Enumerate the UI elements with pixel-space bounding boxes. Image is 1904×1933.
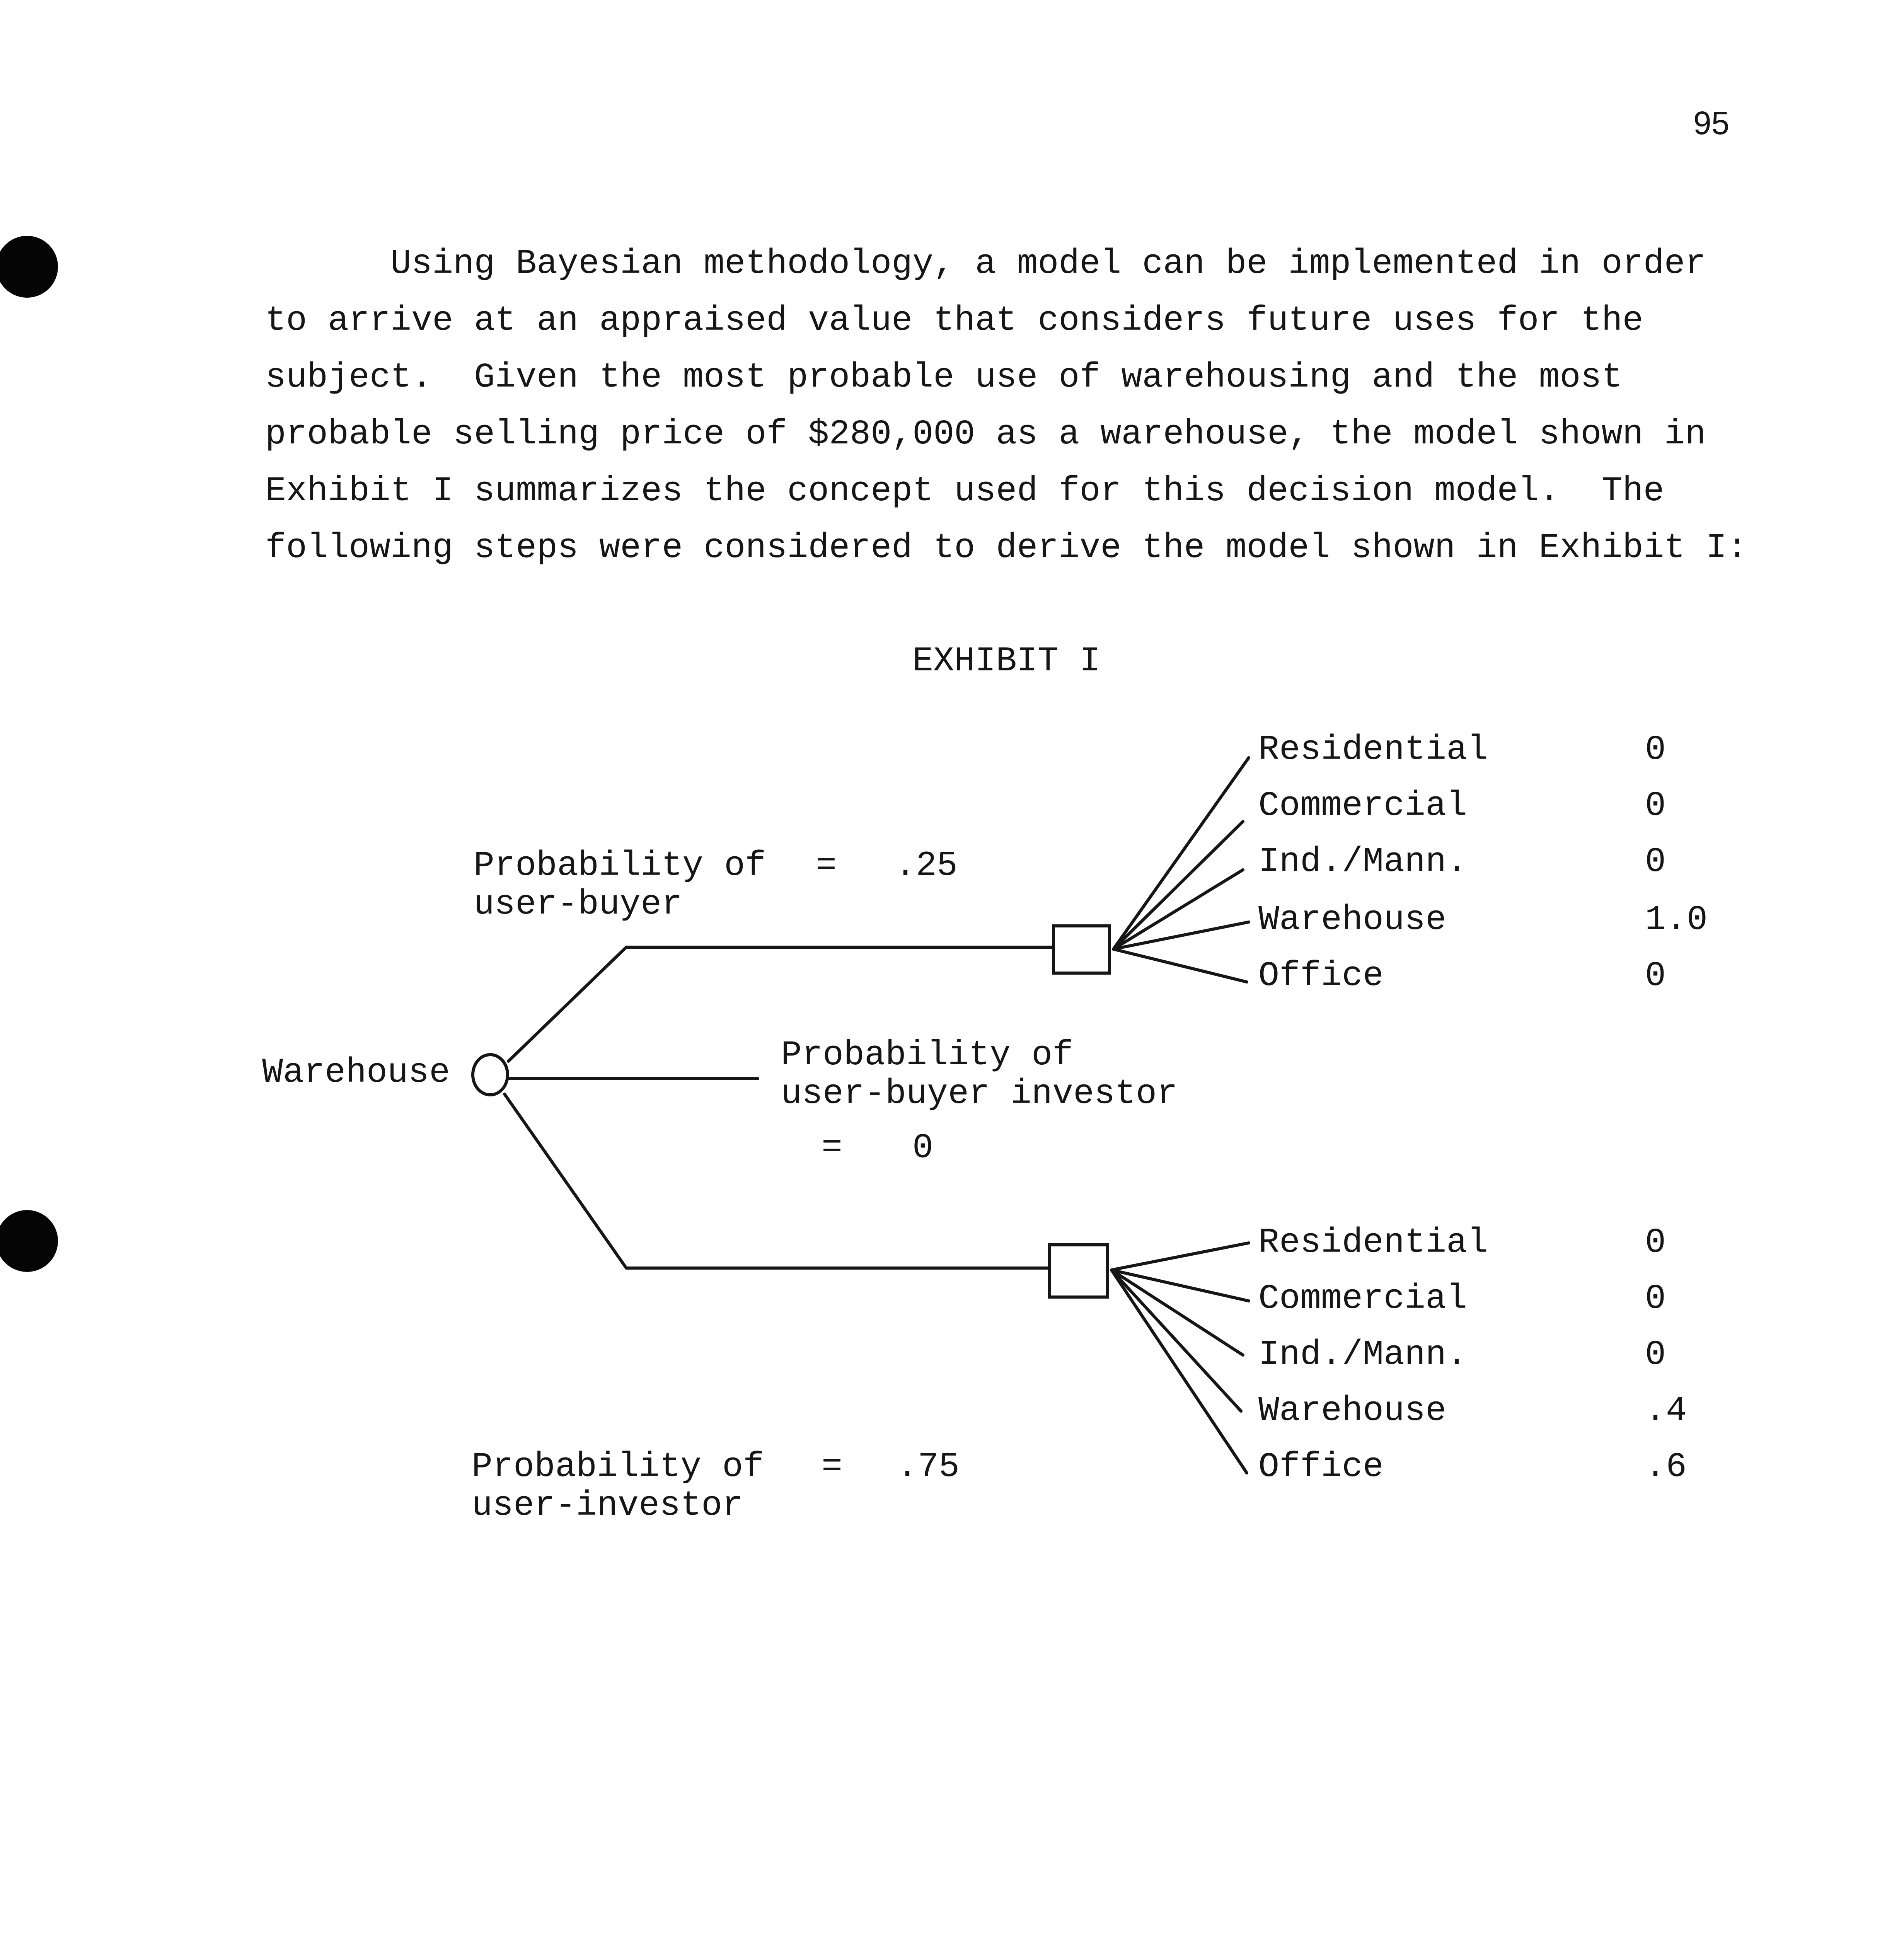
lower-outcome-use: Commercial	[1258, 1279, 1468, 1319]
lower-outcome-value: 0	[1645, 1279, 1666, 1319]
lower-branch-equals: =	[822, 1447, 843, 1487]
paragraph-line: to arrive at an appraised value that considers future uses for the	[265, 301, 1643, 341]
upper-branch-label-line2: user-buyer	[474, 885, 683, 924]
exhibit-title: EXHIBIT I	[912, 642, 1101, 681]
middle-branch-label-line1: Probability of	[781, 1036, 1074, 1075]
lower-fan-residential	[1111, 1243, 1249, 1270]
upper-outcome-value: 1.0	[1645, 900, 1708, 940]
paragraph-line: following steps were considered to derive the model shown in Exhibit I:	[265, 528, 1748, 568]
upper-branch-probability: .25	[895, 846, 958, 886]
lower-outcome-value: .4	[1645, 1391, 1687, 1431]
middle-branch-equals: =	[822, 1128, 843, 1168]
upper-outcome-value: 0	[1645, 786, 1666, 826]
lower-outcome-value: 0	[1645, 1335, 1666, 1375]
lower-fan-office	[1111, 1270, 1247, 1473]
root-label-warehouse: Warehouse	[262, 1053, 450, 1093]
middle-branch-probability: 0	[912, 1128, 934, 1168]
lower-branch-label-line2: user-investor	[472, 1486, 743, 1526]
lower-branch-diagonal	[505, 1094, 626, 1268]
lower-outcome-use: Ind./Mann.	[1258, 1335, 1468, 1375]
upper-outcome-value: 0	[1645, 730, 1666, 770]
lower-outcome-value: 0	[1645, 1223, 1666, 1263]
upper-outcome-value: 0	[1645, 842, 1666, 882]
upper-branch-diagonal	[508, 947, 626, 1061]
upper-outcome-use: Warehouse	[1258, 900, 1447, 940]
lower-outcome-use: Residential	[1258, 1223, 1488, 1263]
upper-fan-office	[1113, 949, 1247, 982]
upper-outcome-use: Commercial	[1258, 786, 1468, 826]
upper-branch-label-line1: Probability of	[474, 846, 766, 886]
paragraph-line: subject. Given the most probable use of warehousing and the most	[265, 358, 1623, 397]
paragraph-line: probable selling price of $280,000 as a warehouse, the model shown in	[265, 415, 1706, 454]
upper-fan-commercial	[1113, 822, 1243, 949]
paragraph-line: Exhibit I summarizes the concept used for this decision model. The	[265, 472, 1664, 511]
lower-fan-commercial	[1111, 1270, 1249, 1301]
lower-outcome-value: .6	[1645, 1447, 1687, 1487]
upper-decision-node	[1053, 926, 1110, 973]
middle-branch-label-line2: user-buyer investor	[781, 1074, 1178, 1114]
lower-branch-probability: .75	[897, 1447, 960, 1487]
lower-outcome-use: Office	[1258, 1447, 1384, 1487]
chance-node-circle	[473, 1055, 508, 1095]
lower-outcome-use: Warehouse	[1258, 1391, 1447, 1431]
upper-outcome-use: Ind./Mann.	[1258, 842, 1468, 882]
paragraph-line: Using Bayesian methodology, a model can be implemented in order	[265, 244, 1706, 284]
lower-branch-label-line1: Probability of	[472, 1447, 764, 1487]
upper-branch-equals: =	[816, 846, 837, 886]
upper-outcome-use: Residential	[1258, 730, 1488, 770]
upper-outcome-value: 0	[1645, 956, 1666, 996]
upper-outcome-use: Office	[1258, 956, 1384, 996]
lower-decision-node	[1050, 1245, 1108, 1297]
upper-fan-residential	[1113, 758, 1249, 949]
page-number: 95	[1693, 105, 1730, 141]
